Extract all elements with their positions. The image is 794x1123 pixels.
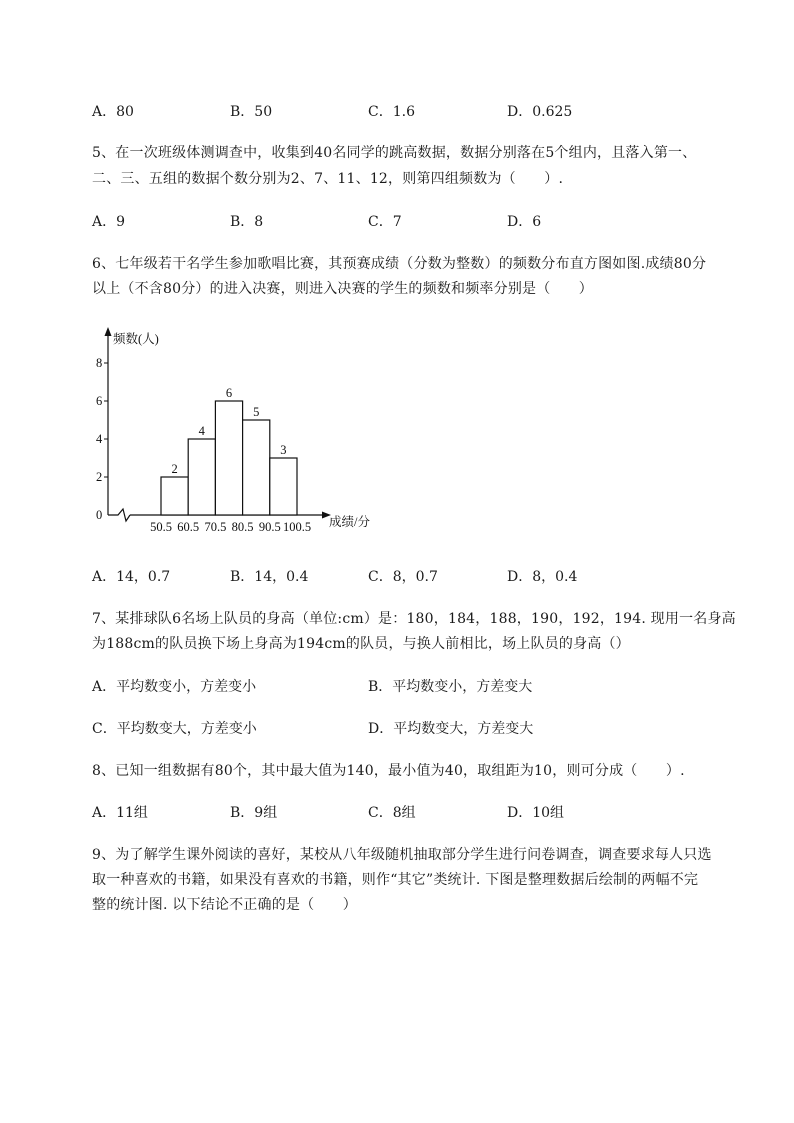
q8-line-1: 8、已知一组数据有80个，其中最大值为140，最小值为40，取组距为10，则可分成（ ）.: [92, 763, 685, 779]
q8-option-b: B．9组: [230, 805, 278, 821]
bar-value-label: 2: [171, 462, 178, 476]
histogram-bar: [188, 439, 215, 515]
q6-option-a: A．14，0.7: [92, 569, 171, 585]
q9-line-2: 取一种喜欢的书籍，如果没有喜欢的书籍，则作“其它”类统计. 下图是整理数据后绘制的两幅不完: [92, 872, 699, 888]
q7-line-1: 7、某排球队6名场上队员的身高（单位:cm）是：180，184，188，190，192，194. 现用一名身高: [92, 611, 736, 627]
x-axis-label: 成绩/分: [329, 515, 370, 529]
x-tick-label: 70.5: [204, 520, 227, 534]
x-axis-break: [108, 509, 130, 521]
q6-line-1: 6、七年级若干名学生参加歌唱比赛，其预赛成绩（分数为整数）的频数分布直方图如图.成绩80分: [92, 256, 707, 272]
q4-option-a: A．80: [92, 104, 134, 120]
q7-option-d: D．平均数变大，方差变大: [368, 721, 534, 737]
x-ticks: [150, 520, 311, 534]
q4-option-d: D．0.625: [507, 104, 573, 120]
bar-value-label: 6: [225, 386, 233, 400]
q6-option-b: B．14，0.4: [230, 569, 309, 585]
histogram-chart: [90, 325, 390, 540]
q6-option-c: C．8，0.7: [368, 569, 438, 585]
q7-option-b: B．平均数变小，方差变大: [368, 679, 533, 695]
y-ticks: [96, 356, 108, 522]
y-tick-label: 2: [96, 470, 103, 484]
q4-option-b: B．50: [230, 104, 273, 120]
bar-value-label: 3: [280, 443, 287, 457]
x-tick-label: 100.5: [282, 520, 312, 534]
q5-line-1: 5、在一次班级体测调查中，收集到40名同学的跳高数据，数据分别落在5个组内，且落入第一、: [92, 145, 697, 161]
q5-option-a: A．9: [92, 214, 126, 230]
bar-value-label: 5: [253, 405, 260, 419]
y-axis-arrow: [105, 327, 112, 336]
q8-option-a: A．11组: [92, 805, 148, 821]
histogram-bar: [161, 477, 188, 515]
bar-value-label: 4: [198, 424, 205, 438]
x-tick-label: 60.5: [177, 520, 200, 534]
y-tick-label: 4: [96, 432, 103, 446]
x-tick-label: 80.5: [231, 520, 254, 534]
q9-line-1: 9、为了解学生课外阅读的喜好，某校从八年级随机抽取部分学生进行问卷调查，调查要求每人只选: [92, 847, 712, 863]
q6-line-2: 以上（不含80分）的进入决赛，则进入决赛的学生的频数和频率分别是（ ）: [92, 281, 594, 297]
x-tick-label: 90.5: [258, 520, 281, 534]
q4-option-c: C．1.6: [368, 104, 415, 120]
q5-option-b: B．8: [230, 214, 264, 230]
q5-option-c: C．7: [368, 214, 402, 230]
q5-line-2: 二、三、五组的数据个数分别为2、7、11、12，则第四组频数为（ ）.: [92, 171, 564, 187]
q6-option-d: D．8，0.4: [507, 569, 578, 585]
y-axis-label: 频数(人): [113, 332, 159, 346]
q5-option-d: D．6: [507, 214, 542, 230]
q8-option-c: C．8组: [368, 805, 416, 821]
q7-option-a: A．平均数变小，方差变小: [92, 679, 257, 695]
bars: [161, 401, 297, 515]
y-tick-label: 8: [96, 356, 103, 370]
q9-line-3: 整的统计图. 以下结论不正确的是（ ）: [92, 897, 357, 913]
histogram-bar: [270, 458, 297, 515]
histogram-bar: [243, 420, 270, 515]
x-tick-label: 50.5: [150, 520, 172, 534]
q8-option-d: D．10组: [507, 805, 565, 821]
q7-line-2: 为188cm的队员换下场上身高为194cm的队员，与换人前相比，场上队员的身高（）: [92, 636, 630, 652]
q7-option-c: C．平均数变大，方差变小: [92, 721, 257, 737]
histogram-bar: [215, 401, 242, 515]
y-tick-label: 0: [96, 508, 103, 522]
y-tick-label: 6: [96, 394, 103, 408]
